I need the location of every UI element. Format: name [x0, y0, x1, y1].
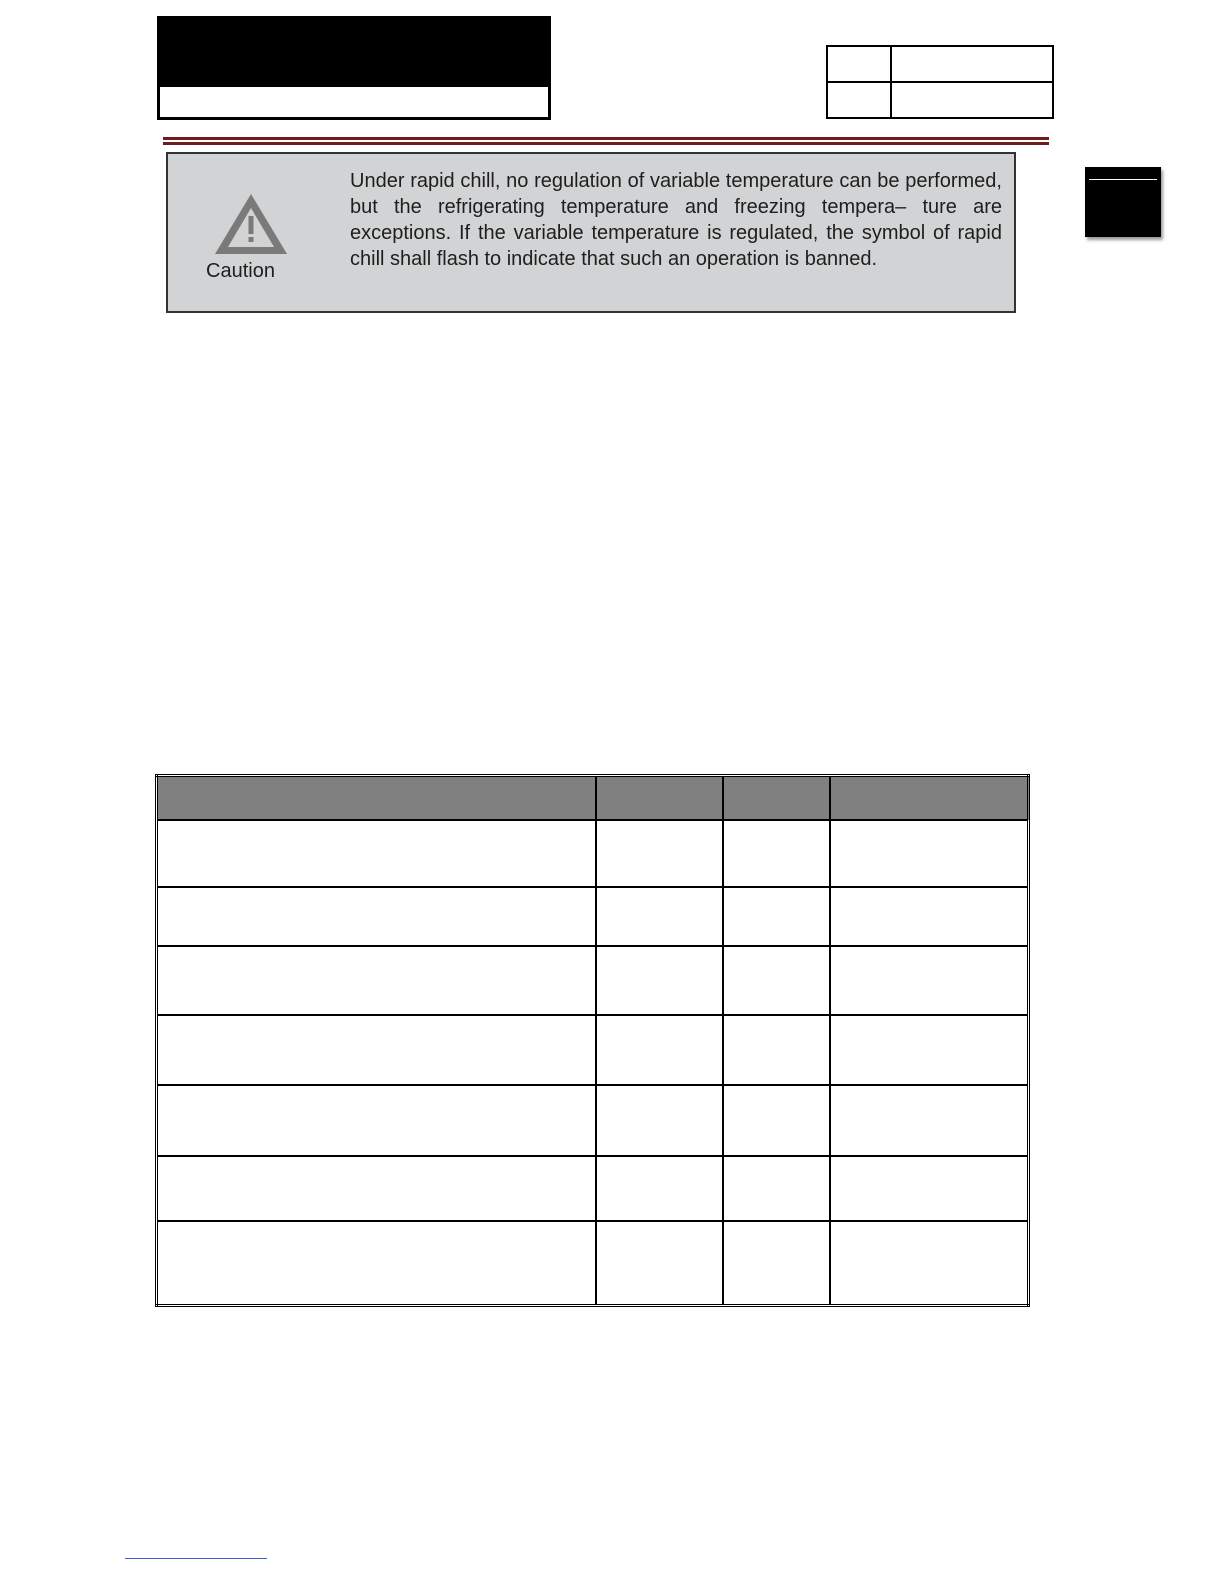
header-divider-line [163, 137, 1049, 140]
title-black-band [160, 19, 548, 85]
table-row [157, 1015, 1029, 1085]
table-cell [830, 1015, 1028, 1085]
table-header-cell [596, 776, 723, 821]
footnote-separator [125, 1558, 267, 1559]
caution-label: Caution [206, 260, 275, 282]
table-cell [157, 820, 596, 887]
table-cell [723, 1156, 831, 1220]
table-cell [830, 820, 1028, 887]
table-cell [723, 820, 831, 887]
table-cell [723, 1221, 831, 1306]
table-cell [830, 946, 1028, 1015]
table-cell [830, 1085, 1028, 1156]
table-header-cell [157, 776, 596, 821]
table-cell [596, 946, 723, 1015]
table-header-row [157, 776, 1029, 821]
table-cell [830, 887, 1028, 945]
caution-triangle-icon [213, 192, 289, 258]
table-cell [596, 887, 723, 945]
table-row [157, 946, 1029, 1015]
document-title-block [157, 16, 551, 120]
data-table [155, 774, 1030, 1307]
header-reference-table [826, 45, 1054, 119]
table-cell [596, 1156, 723, 1220]
header-reference-row [827, 46, 1053, 82]
header-reference-cell [891, 46, 1053, 82]
table-cell [723, 1015, 831, 1085]
table-cell [157, 1156, 596, 1220]
table-cell [723, 887, 831, 945]
table-cell [596, 1085, 723, 1156]
table-cell [157, 1085, 596, 1156]
header-reference-cell [891, 82, 1053, 118]
table-cell [723, 946, 831, 1015]
table-row [157, 887, 1029, 945]
chapter-tab-rule [1089, 179, 1157, 180]
table-row [157, 820, 1029, 887]
table-cell [596, 1221, 723, 1306]
table-header-cell [830, 776, 1028, 821]
table-row [157, 1156, 1029, 1220]
header-reference-row [827, 82, 1053, 118]
header-reference-cell [827, 46, 891, 82]
header-reference-cell [827, 82, 891, 118]
caution-notice [166, 152, 1016, 313]
table-header-cell [723, 776, 831, 821]
table-cell [596, 1015, 723, 1085]
title-subtitle-band [160, 85, 548, 117]
table-row [157, 1085, 1029, 1156]
table-cell [830, 1156, 1028, 1220]
chapter-side-tab [1085, 167, 1161, 237]
table-cell [157, 1015, 596, 1085]
caution-text: Under rapid chill, no regulation of variable temperature can be performed, but the refrigerating temperature and freezing tempera– ture are exceptions. If the variable temperature is regulated, the symbol of rapid chill shall flash to indicate that such an operation is banned. [350, 170, 1002, 270]
table-cell [157, 887, 596, 945]
table-cell [157, 1221, 596, 1306]
table-row [157, 1221, 1029, 1306]
header-divider-line [163, 142, 1049, 145]
table-cell [157, 946, 596, 1015]
table-cell [723, 1085, 831, 1156]
table-cell [596, 820, 723, 887]
table-cell [830, 1221, 1028, 1306]
